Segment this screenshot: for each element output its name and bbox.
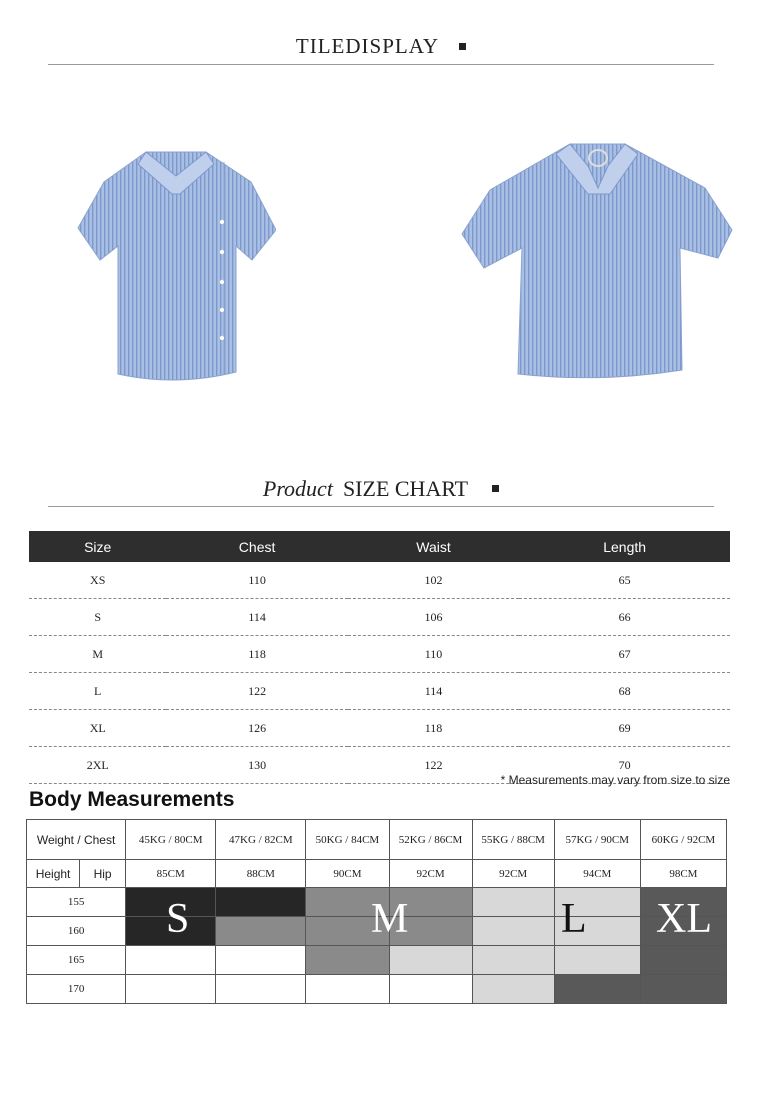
hip-cell: 88CM <box>216 860 306 888</box>
table-cell: 102 <box>348 562 520 599</box>
size-cell-l <box>472 946 554 975</box>
shirt-front-image <box>76 142 276 387</box>
weight-chest-row <box>27 820 727 860</box>
table-cell: 122 <box>348 747 520 784</box>
column-header: Waist <box>348 531 520 562</box>
size-cell-xl <box>640 917 726 946</box>
size-cell-empty <box>216 975 306 1004</box>
table-cell: 118 <box>166 636 347 673</box>
height-row <box>27 917 727 946</box>
table-cell: 2XL <box>29 747 166 784</box>
size-cell-m <box>389 917 472 946</box>
size-cell-l <box>472 975 554 1004</box>
table-row <box>29 562 730 599</box>
table-cell: XL <box>29 710 166 747</box>
size-cell-empty <box>389 975 472 1004</box>
height-cell: 170 <box>27 975 126 1004</box>
square-icon <box>459 43 466 50</box>
size-table <box>29 531 730 784</box>
size-cell-l <box>472 888 554 917</box>
size-cell-empty <box>216 946 306 975</box>
weight-cell: 52KG / 86CM <box>389 820 472 860</box>
height-row <box>27 888 727 917</box>
table-cell: 69 <box>519 710 730 747</box>
table-cell: 126 <box>166 710 347 747</box>
weight-cell: 57KG / 90CM <box>554 820 640 860</box>
hip-cell: 90CM <box>306 860 389 888</box>
size-cell-m <box>306 917 389 946</box>
size-cell-l <box>554 917 640 946</box>
size-cell-empty <box>126 975 216 1004</box>
column-header: Size <box>29 531 166 562</box>
table-cell: M <box>29 636 166 673</box>
measurement-note: * Measurements may vary from size to size <box>500 773 730 787</box>
table-cell: 106 <box>348 599 520 636</box>
header-divider <box>48 64 714 65</box>
size-cell-empty <box>306 975 389 1004</box>
table-cell: 122 <box>166 673 347 710</box>
table-cell: 65 <box>519 562 730 599</box>
hip-cell: 92CM <box>472 860 554 888</box>
size-cell-l <box>472 917 554 946</box>
table-cell: 67 <box>519 636 730 673</box>
table-cell: 70 <box>519 747 730 784</box>
column-header: Chest <box>166 531 347 562</box>
square-icon <box>492 485 499 492</box>
table-cell: 130 <box>166 747 347 784</box>
size-chart-divider <box>48 506 714 507</box>
size-cell-m <box>216 917 306 946</box>
table-cell: 114 <box>348 673 520 710</box>
hip-cell: 98CM <box>640 860 726 888</box>
size-cell-m <box>306 946 389 975</box>
size-cell-l <box>554 946 640 975</box>
shirt-back-image <box>460 138 735 383</box>
table-cell: 114 <box>166 599 347 636</box>
size-table-header-row <box>29 531 730 562</box>
header-title: TILEDISPLAY <box>295 34 440 58</box>
weight-cell: 45KG / 80CM <box>126 820 216 860</box>
size-cell-l <box>554 888 640 917</box>
table-row <box>29 710 730 747</box>
table-cell: L <box>29 673 166 710</box>
size-cell-m <box>306 888 389 917</box>
size-cell-xl <box>640 888 726 917</box>
table-cell: 68 <box>519 673 730 710</box>
size-chart-italic: Product <box>262 476 333 501</box>
hip-cell: 92CM <box>389 860 472 888</box>
table-cell: 66 <box>519 599 730 636</box>
size-cell-m <box>389 888 472 917</box>
size-cell-s <box>216 888 306 917</box>
weight-cell: 47KG / 82CM <box>216 820 306 860</box>
size-label-l: L <box>561 896 587 942</box>
column-header: Length <box>519 531 730 562</box>
hip-cell: 94CM <box>554 860 640 888</box>
hip-row <box>27 860 727 888</box>
weight-cell: 55KG / 88CM <box>472 820 554 860</box>
size-cell-xl <box>554 975 640 1004</box>
page-header <box>0 34 762 59</box>
table-row <box>29 673 730 710</box>
size-label-m: M <box>371 896 409 942</box>
size-chart-header <box>0 476 762 502</box>
table-cell: 110 <box>166 562 347 599</box>
height-cell: 155 <box>27 888 126 917</box>
height-row <box>27 975 727 1004</box>
size-cell-s <box>126 917 216 946</box>
weight-cell: 50KG / 84CM <box>306 820 389 860</box>
weight-cell: 60KG / 92CM <box>640 820 726 860</box>
size-cell-s <box>126 888 216 917</box>
height-label: Height <box>27 860 80 888</box>
hip-label: Hip <box>80 860 126 888</box>
size-chart-title: SIZE CHART <box>342 476 469 501</box>
table-row <box>29 636 730 673</box>
size-cell-empty <box>126 946 216 975</box>
size-cell-l <box>389 946 472 975</box>
height-row <box>27 946 727 975</box>
height-cell: 165 <box>27 946 126 975</box>
table-row <box>29 599 730 636</box>
size-label-s: S <box>166 896 190 942</box>
height-cell: 160 <box>27 917 126 946</box>
table-cell: 118 <box>348 710 520 747</box>
table-cell: S <box>29 599 166 636</box>
size-cell-xl <box>640 946 726 975</box>
table-cell: XS <box>29 562 166 599</box>
size-cell-xl <box>640 975 726 1004</box>
hip-cell: 85CM <box>126 860 216 888</box>
table-cell: 110 <box>348 636 520 673</box>
weight-chest-label: Weight / Chest <box>27 820 126 860</box>
size-label-xl: XL <box>656 896 712 942</box>
body-measurements-title: Body Measurements <box>29 788 235 811</box>
body-measurements-table <box>26 819 727 1004</box>
